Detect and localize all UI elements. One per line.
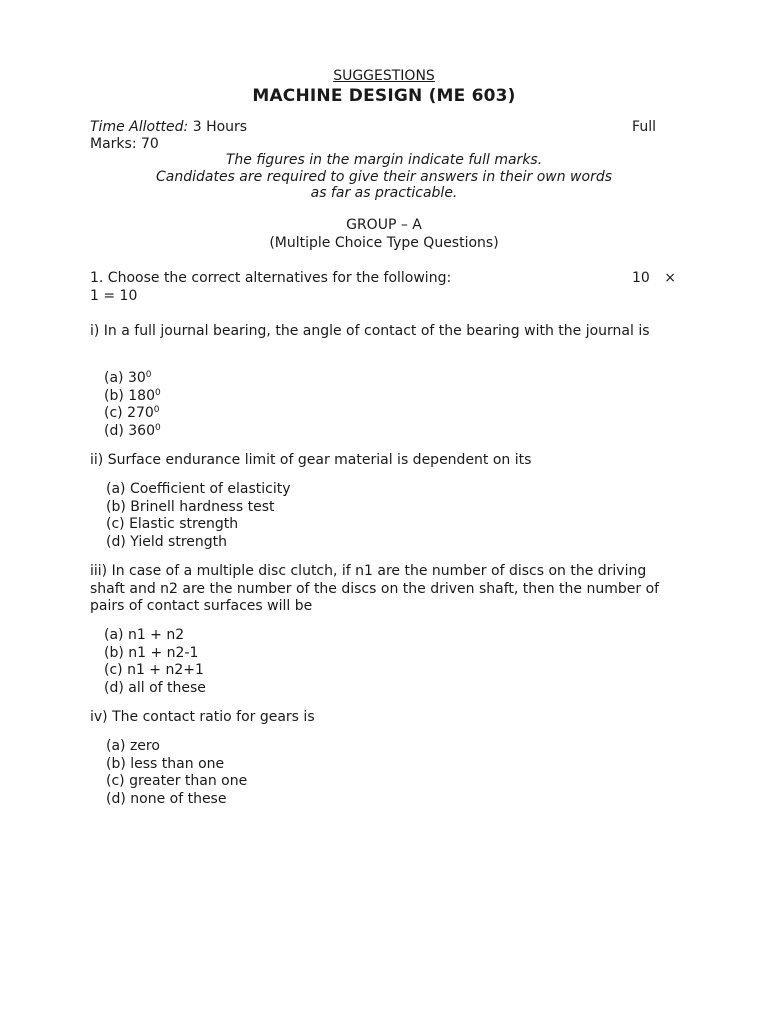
option-item: (a) zero [106, 738, 160, 754]
question-item: i) In a full journal bearing, the angle of contact of the bearing with the journal is [90, 323, 650, 339]
question-1-marks: 10 × [632, 270, 676, 286]
option-label: (d) 360 [104, 422, 155, 439]
time-value: 3 Hours [192, 119, 248, 135]
degree-sup: 0 [154, 422, 161, 433]
full-marks: Marks: 70 [90, 136, 159, 152]
suggestions-heading: SUGGESTIONS [333, 68, 435, 84]
option-label: (a) 30 [104, 370, 146, 386]
option-label: (b) 180 [104, 387, 155, 404]
degree-sup: 0 [153, 405, 160, 415]
option-item [104, 405, 664, 423]
option-item: (b) n1 + n2-1 [104, 644, 199, 661]
group-name: GROUP – A [346, 217, 422, 233]
question-item: ii) Surface endurance limit of gear material is dependent on its [90, 452, 532, 468]
option-item [104, 423, 664, 441]
options-list [106, 738, 666, 808]
group-subtitle: (Multiple Choice Type Questions) [269, 235, 499, 251]
option-item: (d) all of these [104, 679, 206, 696]
option-item: (c) greater than one [106, 773, 248, 789]
exam-title: MACHINE DESIGN (ME 603) [252, 86, 516, 106]
option-item: (b) less than one [106, 755, 225, 772]
option-item [104, 388, 664, 406]
instruction-line: Candidates are required to give their answers in their own words [155, 168, 613, 185]
time-label: Time Allotted: [90, 119, 189, 135]
time-allotted [90, 119, 247, 136]
option-item: (a) n1 + n2 [104, 627, 185, 643]
group-heading [90, 216, 678, 252]
option-item: (b) Brinell hardness test [106, 498, 275, 515]
degree-sup: 0 [154, 387, 161, 398]
instructions [90, 152, 678, 202]
full-label: Full [632, 119, 656, 135]
question-item: iv) The contact ratio for gears is [90, 709, 315, 725]
option-item: (d) Yield strength [106, 533, 228, 550]
option-item: (c) n1 + n2+1 [104, 662, 204, 678]
option-item: (a) Coefficient of elasticity [106, 481, 291, 497]
option-item [104, 370, 664, 388]
instruction-line: The figures in the margin indicate full marks. [225, 152, 543, 168]
degree-sup: 0 [145, 370, 152, 380]
options-list [104, 370, 664, 440]
options-list [104, 627, 664, 697]
question-1-text: 1. Choose the correct alternatives for the following: [90, 270, 452, 286]
exam-meta [90, 119, 678, 153]
option-item: (c) Elastic strength [106, 516, 239, 532]
question-item: iii) In case of a multiple disc clutch, if n1 are the number of discs on the driving shaft and n2 are the number of the discs on the driven shaft, then the number of pairs of contact surfaces will be [90, 563, 660, 614]
instruction-line: as far as practicable. [310, 185, 458, 201]
options-list [106, 481, 666, 551]
option-item: (d) none of these [106, 790, 227, 807]
question-1-marks-total: 1 = 10 [90, 287, 138, 304]
question-1 [90, 270, 678, 305]
option-label: (c) 270 [104, 405, 154, 421]
